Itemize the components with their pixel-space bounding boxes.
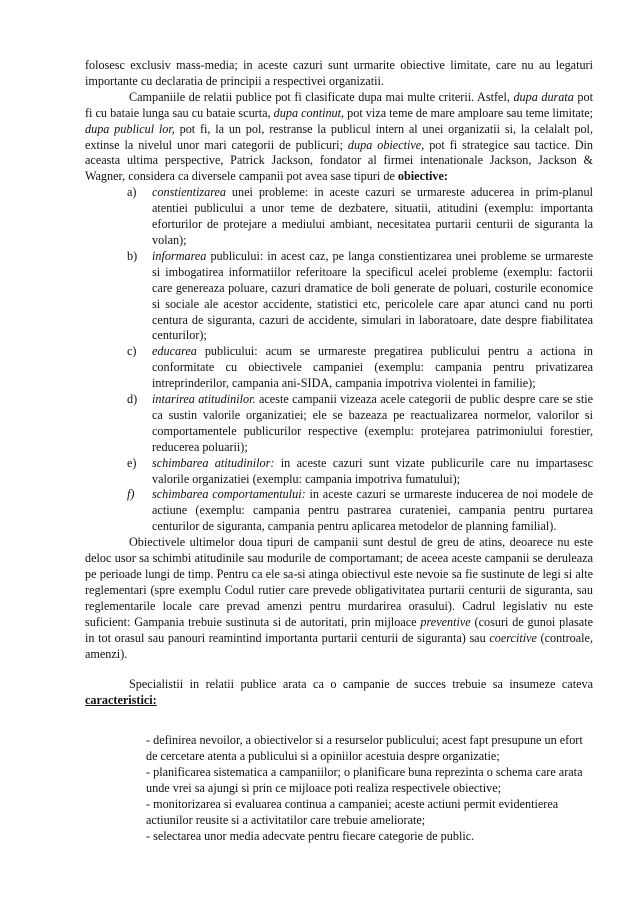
classification-paragraph: [85, 90, 593, 185]
objective-marker: c): [127, 344, 137, 359]
objective-text: in aceste cazuri se urmareste inducerea de noi modele de actiune (exemplu: campania pentru pastrarea curateniei, campania pentru purtarea centurilor de siguranta, campania pentru aplicarea metodelor de planning familial).: [152, 487, 593, 534]
classification-term-public: dupa publicul lor,: [85, 121, 175, 136]
objective-term: educarea: [152, 344, 197, 359]
objective-term: schimbarea comportamentului:: [152, 487, 306, 502]
objective-item-c: [85, 344, 593, 392]
spacer: [85, 662, 593, 677]
objective-text: publicului: in acest caz, pe langa constientizarea unei probleme se urmareste si imbogatirea informatiilor referitoare la specificul acelei probleme (exemplu: factorii care genereaza poluare, cazuri dramatice de boli generate de poluari, costurile economice si sociale ale acestor accidente, statistici etc, pericolele care apar atunci cand nu porti centura de siguranta, cazuri de accidente, simulari in laboratoare, date despre fiabilitatea centurilor);: [152, 248, 593, 343]
classification-text-1: Campaniile de relatii publice pot fi clasificate dupa mai multe criterii. Astfel,: [129, 89, 514, 104]
objectives-list: [85, 185, 593, 535]
characteristic-item: - planificarea sistematica a campaniilor; o planificare buna reprezinta o schema care arata unde vrei sa ajungi si prin ce mijloace poti realiza respectivele obiective;: [146, 765, 583, 795]
objective-text: in aceste cazuri sunt vizate publicurile care nu impartasesc valorile organizatiei (exemplu: campania impotriva fumatului);: [152, 455, 593, 486]
intro-paragraph: folosesc exclusiv mass-media; in aceste cazuri sunt urmarite obiective limitate, care nu au legaturi importante cu declaratia de principii a respectivei organizatii.: [85, 58, 593, 88]
difficulty-term-preventive: preventive: [420, 614, 471, 629]
objective-item-a: [85, 185, 593, 249]
classification-term-content: dupa continut,: [273, 105, 345, 120]
difficulty-text-1: Obiectivele ultimelor doua tipuri de campanii sunt destul de greu de atins, deoarece nu este deloc usor sa schimbi atitudinile sau modurile de comportamant; de aceea aceste campanii se deruleaza pe perioade lungi de timp. Pentru ca ele sa-si atinga obiectivul este nevoie sa fie sustinute de legi si alte reglementari (spre exemplu Codul rutier care prevede obligativitatea purtarii centurii de siguranta, sau reglementarile locale care prevad amenzi pentru murdarirea orasului). Cadrul legislativ nu este suficient: Gampania trebuie sustinuta si de autoritati, prin mijloace: [85, 535, 593, 629]
objective-term: informarea: [152, 248, 207, 263]
characteristics-list: [85, 733, 593, 844]
characteristic-item: - selectarea unor media adecvate pentru fiecare categorie de public.: [146, 828, 475, 843]
objective-marker: d): [127, 392, 138, 407]
objective-term: intarirea atitudinilor.: [152, 392, 256, 407]
difficulty-text-2: (cosuri de gunoi plasate in tot orasul sau panouri reamintind importanta purtarii centurii de siguranta) sau: [85, 614, 593, 645]
spacer: [85, 709, 593, 733]
objective-item-f: [85, 487, 593, 535]
classification-text-2: pot fi cu bataie lunga sau cu bataie scurta,: [85, 89, 594, 120]
document-page: [85, 58, 593, 845]
specialists-paragraph: [85, 677, 593, 709]
specialists-text: Specialistii in relatii publice arata ca o campanie de succes trebuie sa insumeze cateva: [129, 677, 593, 692]
objective-marker: f): [127, 487, 135, 502]
characteristic-item: - definirea nevoilor, a obiectivelor si a resurselor publicului; acest fapt presupune un efort de cercetare atenta a publicului si a opiniilor acestuia despre organizatie;: [146, 733, 583, 764]
objective-term: schimbarea atitudinilor:: [152, 455, 275, 470]
objectives-heading: obiective:: [397, 169, 448, 184]
difficulty-text-3: (controale, amenzi).: [85, 630, 593, 661]
classification-text-5: pot fi strategice sau tactice. Din aceasta ultima perspective, Patrick Jackson, fondator al firmei intenationale Jackson, Jackson & Wagner, considera ca diversele campanii pot avea sase tipuri de: [85, 137, 593, 184]
objective-marker: b): [127, 248, 138, 263]
objective-term: constientizarea: [152, 185, 227, 200]
classification-term-objectives: dupa obiective,: [347, 137, 425, 152]
objective-item-e: [85, 456, 593, 488]
classification-text-3: pot viza teme de mare amploare sau teme limitate;: [344, 105, 593, 120]
objective-item-b: [85, 249, 593, 344]
difficulty-term-coercive: coercitive: [489, 630, 537, 645]
objective-marker: a): [127, 185, 137, 200]
characteristic-item: - monitorizarea si evaluarea continua a campaniei; aceste actiuni permit evidentierea actiunilor reusite si a activitatilor care trebuie ameliorate;: [146, 796, 559, 827]
difficulty-paragraph: [85, 535, 593, 662]
objective-text: unei probleme: in aceste cazuri se urmareste aducerea in prim-planul atentiei publicului a unor teme de dezbatere, situatii, atitudini (exemplu: importanta eforturilor de protejare a mediului ambiant, necesitatea purtarii centurii de siguranta la volan);: [152, 185, 593, 247]
objective-text: publicului: acum se urmareste pregatirea publicului pentru a actiona in conformitate cu obiectivele campaniei (exemplu: campania pentru privatizarea intreprinderilor, campania ani-SIDA, campania impotriva violentei in familie);: [152, 344, 593, 391]
objective-item-d: [85, 392, 593, 456]
characteristics-heading: caracteristici:: [85, 693, 157, 708]
classification-term-duration: dupa durata: [513, 89, 574, 104]
objective-marker: e): [127, 455, 137, 470]
objective-text: aceste campanii vizeaza acele categorii de public despre care se stie ca sustin valorile organizatiei; ele se bazeaza pe reactualizarea normelor, valorilor si comportamentele publicurilor respective (exemplu: protejarea patrimoniului forestier, reducerea poluarii);: [152, 392, 593, 454]
classification-text-4: pot fi, la un pol, restranse la publicul intern al unei organizatii si, la celalalt pol, extinse la nivelul unor mari categorii de publicuri;: [85, 121, 593, 152]
